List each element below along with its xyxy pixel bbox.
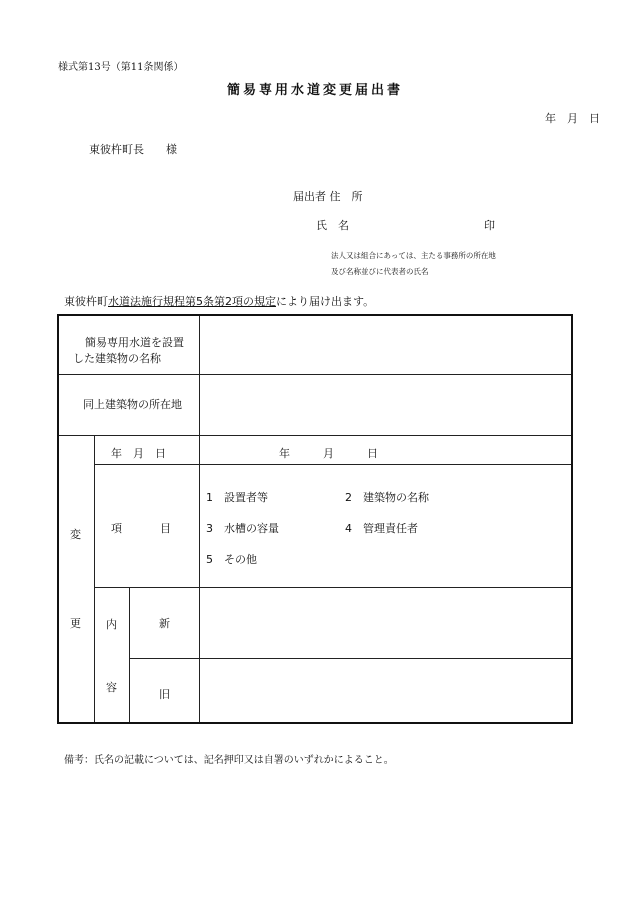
corporate-note-line1: 法人又は組合にあっては、主たる事務所の所在地 — [331, 251, 496, 260]
addressee-honorific: 様 — [166, 143, 177, 156]
facility-name-field[interactable] — [200, 316, 571, 374]
option-tank-capacity[interactable]: 3 水槽の容量 — [206, 522, 279, 535]
applicant-address-label: 届出者 住 所 — [293, 190, 363, 203]
applicant-name-label: 氏 名 — [316, 219, 349, 232]
location-label: 同上建築物の所在地 — [83, 398, 182, 411]
intro-suffix: により届け出ます。 — [276, 295, 375, 308]
new-content-field[interactable] — [200, 588, 571, 658]
facility-name-label-line2: した建築物の名称 — [73, 352, 161, 365]
old-label: 旧 — [159, 688, 170, 701]
form-number: 様式第13号（第11条関係） — [58, 62, 184, 73]
corporate-note-line2: 及び名称並びに代表者の氏名 — [331, 267, 429, 276]
change-label-bottom: 更 — [70, 617, 81, 630]
row-divider — [94, 464, 571, 465]
items-label-left: 項 — [111, 522, 122, 535]
submission-date: 年 月 日 — [545, 112, 600, 125]
intro-sentence — [64, 293, 374, 309]
change-date-label: 年 月 日 — [111, 447, 166, 460]
option-manager[interactable]: 4 管理責任者 — [345, 522, 418, 535]
items-label-right: 目 — [160, 522, 171, 535]
facility-name-label — [73, 335, 184, 367]
column-divider — [94, 435, 95, 722]
option-other[interactable]: 5 その他 — [206, 553, 257, 566]
facility-name-label-line1: 簡易専用水道を設置 — [85, 336, 184, 349]
old-content-field[interactable] — [200, 659, 571, 722]
notification-table — [57, 314, 573, 724]
intro-regulation: 水道法施行規程第5条第2項の規定 — [108, 295, 276, 308]
new-label: 新 — [159, 617, 170, 630]
option-building-name[interactable]: 2 建築物の名称 — [345, 491, 429, 504]
option-installer[interactable]: 1 設置者等 — [206, 491, 268, 504]
change-date-field[interactable]: 年 月 日 — [279, 447, 378, 460]
form-title: 簡易専用水道変更届出書 — [226, 83, 403, 98]
remarks-note: 備考：氏名の記載については、記名押印又は自署のいずれかによること。 — [64, 755, 394, 766]
addressee — [89, 141, 177, 157]
content-label-top: 内 — [106, 618, 117, 631]
content-label-bottom: 容 — [106, 681, 117, 694]
change-label-top: 変 — [70, 528, 81, 541]
row-divider — [59, 435, 571, 436]
column-divider — [129, 587, 130, 722]
seal-mark: 印 — [484, 219, 495, 232]
intro-prefix: 東彼杵町 — [64, 295, 108, 308]
location-field[interactable] — [200, 375, 571, 435]
addressee-name: 東彼杵町長 — [89, 143, 144, 156]
